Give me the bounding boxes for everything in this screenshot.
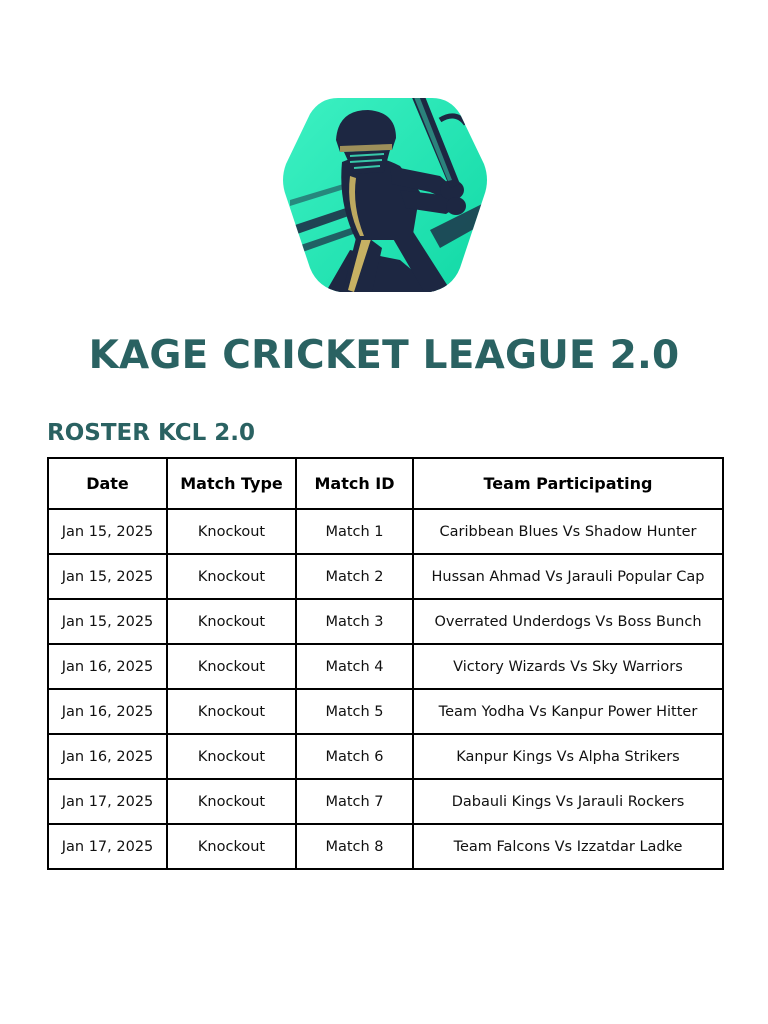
- cell-date: Jan 16, 2025: [48, 689, 167, 734]
- cell-date: Jan 15, 2025: [48, 509, 167, 554]
- cell-date: Jan 16, 2025: [48, 734, 167, 779]
- table-row: [48, 824, 723, 869]
- cell-date: Jan 17, 2025: [48, 779, 167, 824]
- cell-match-type: Knockout: [167, 554, 296, 599]
- cell-teams: Kanpur Kings Vs Alpha Strikers: [413, 734, 723, 779]
- cell-teams: Dabauli Kings Vs Jarauli Rockers: [413, 779, 723, 824]
- cell-match-type: Knockout: [167, 509, 296, 554]
- header-match-id: Match ID: [296, 458, 413, 509]
- header-date: Date: [48, 458, 167, 509]
- cell-teams: Victory Wizards Vs Sky Warriors: [413, 644, 723, 689]
- header-team-participating: Team Participating: [413, 458, 723, 509]
- cell-date: Jan 15, 2025: [48, 599, 167, 644]
- table-row: [48, 599, 723, 644]
- table-row: [48, 779, 723, 824]
- cell-match-type: Knockout: [167, 599, 296, 644]
- cell-match-id: Match 2: [296, 554, 413, 599]
- cricket-batsman-logo-icon: [280, 80, 490, 302]
- cell-date: Jan 15, 2025: [48, 554, 167, 599]
- cell-teams: Overrated Underdogs Vs Boss Bunch: [413, 599, 723, 644]
- cell-match-id: Match 6: [296, 734, 413, 779]
- table-header-row: [48, 458, 723, 509]
- table-row: [48, 554, 723, 599]
- page-title: KAGE CRICKET LEAGUE 2.0: [88, 333, 680, 378]
- cell-match-type: Knockout: [167, 734, 296, 779]
- cell-match-id: Match 1: [296, 509, 413, 554]
- cell-match-id: Match 4: [296, 644, 413, 689]
- cell-match-id: Match 7: [296, 779, 413, 824]
- table-row: [48, 689, 723, 734]
- cell-match-id: Match 8: [296, 824, 413, 869]
- cell-match-type: Knockout: [167, 779, 296, 824]
- cell-teams: Team Yodha Vs Kanpur Power Hitter: [413, 689, 723, 734]
- cell-teams: Hussan Ahmad Vs Jarauli Popular Cap: [413, 554, 723, 599]
- header-match-type: Match Type: [167, 458, 296, 509]
- cell-match-id: Match 5: [296, 689, 413, 734]
- table-row: [48, 644, 723, 689]
- cell-match-type: Knockout: [167, 689, 296, 734]
- cell-match-id: Match 3: [296, 599, 413, 644]
- roster-table: [47, 457, 724, 870]
- cell-match-type: Knockout: [167, 644, 296, 689]
- cell-teams: Team Falcons Vs Izzatdar Ladke: [413, 824, 723, 869]
- cell-date: Jan 16, 2025: [48, 644, 167, 689]
- cell-date: Jan 17, 2025: [48, 824, 167, 869]
- cell-teams: Caribbean Blues Vs Shadow Hunter: [413, 509, 723, 554]
- roster-subtitle: ROSTER KCL 2.0: [47, 420, 256, 446]
- table-row: [48, 734, 723, 779]
- table-row: [48, 509, 723, 554]
- cell-match-type: Knockout: [167, 824, 296, 869]
